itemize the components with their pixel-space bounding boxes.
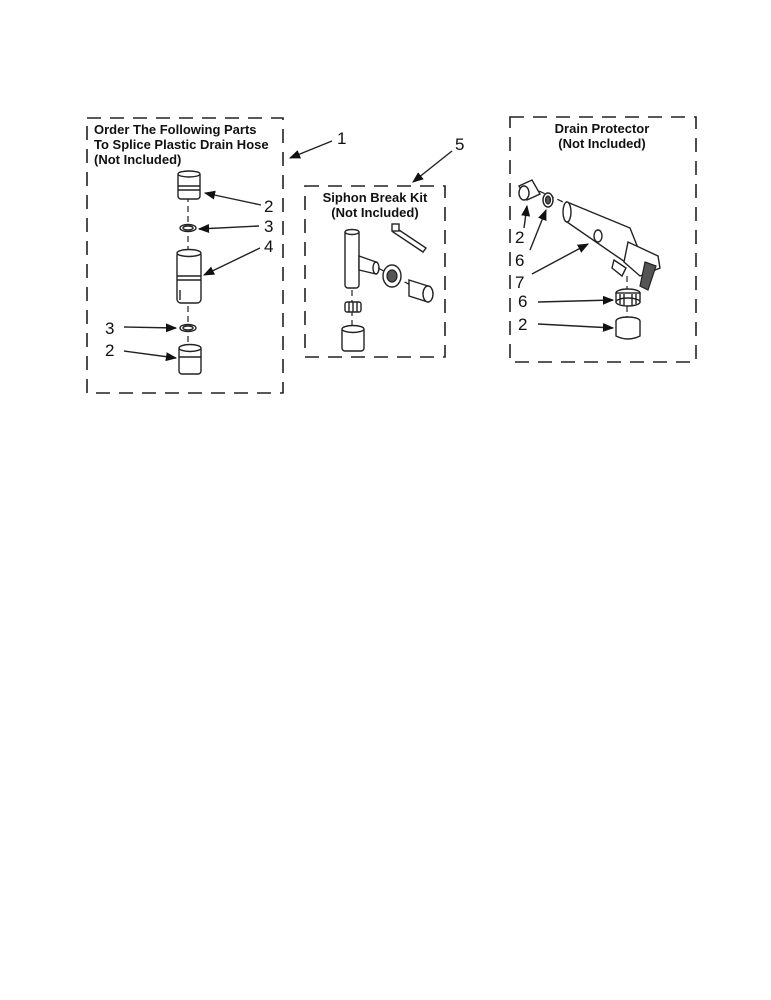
arrow-drain-7 [532, 244, 588, 274]
siphon-kit-group [305, 135, 464, 357]
drain-cap-bottom [616, 317, 640, 339]
siphon-kit-title-line-1: Siphon Break Kit [322, 190, 428, 205]
label-drain-2-bottom: 2 [518, 315, 528, 334]
drain-cap-top [519, 180, 540, 200]
label-group-1: 1 [337, 129, 347, 148]
arrow-drain-6-top [530, 210, 546, 250]
arrow-splice-3-bottom [124, 327, 176, 328]
siphon-cable-tie [392, 224, 426, 252]
splice-kit-title-line-1: Order The Following Parts [94, 122, 257, 137]
label-drain-6-top: 6 [515, 251, 525, 270]
label-splice-2-bottom: 2 [105, 341, 115, 360]
drain-protector-group [510, 117, 696, 362]
arrow-drain-2-bottom [538, 324, 613, 328]
splice-connector-top [178, 171, 200, 199]
arrow-splice-4 [204, 248, 260, 275]
siphon-side-nut [383, 265, 401, 287]
arrow-drain-2-top [524, 206, 527, 228]
label-drain-6-bottom: 6 [518, 292, 528, 311]
siphon-connector-bottom [342, 326, 364, 352]
splice-clamp-bottom [180, 325, 196, 332]
splice-tube [177, 250, 201, 304]
siphon-kit-title-line-2: (Not Included) [331, 205, 419, 220]
siphon-side-connector [409, 280, 433, 302]
arrow-drain-6-bottom [538, 300, 613, 302]
drain-protector-title-line-2: (Not Included) [558, 136, 646, 151]
splice-connector-bottom [179, 345, 201, 375]
siphon-tee-fitting [345, 230, 379, 289]
drain-ring-top [543, 193, 553, 207]
drain-ring-bottom [616, 289, 640, 306]
label-splice-3-bottom: 3 [105, 319, 115, 338]
label-splice-4: 4 [264, 237, 274, 256]
splice-kit-group [87, 118, 346, 393]
drain-protector-body [563, 202, 660, 290]
splice-kit-title-line-2: To Splice Plastic Drain Hose [94, 137, 269, 152]
label-group-5: 5 [455, 135, 465, 154]
label-splice-2-top: 2 [264, 197, 274, 216]
label-drain-2-top: 2 [515, 228, 525, 247]
drain-protector-title-line-1: Drain Protector [554, 121, 650, 136]
arrow-group-5 [413, 151, 452, 182]
arrow-splice-2-top [205, 193, 261, 205]
arrow-group-1 [290, 141, 332, 158]
siphon-nut [345, 302, 361, 312]
label-drain-7: 7 [515, 273, 525, 292]
splice-clamp-top [180, 225, 196, 232]
arrow-splice-3-top [199, 226, 259, 229]
arrow-splice-2-bottom [124, 351, 176, 358]
splice-kit-title-line-3: (Not Included) [94, 152, 182, 167]
label-splice-3-top: 3 [264, 217, 274, 236]
